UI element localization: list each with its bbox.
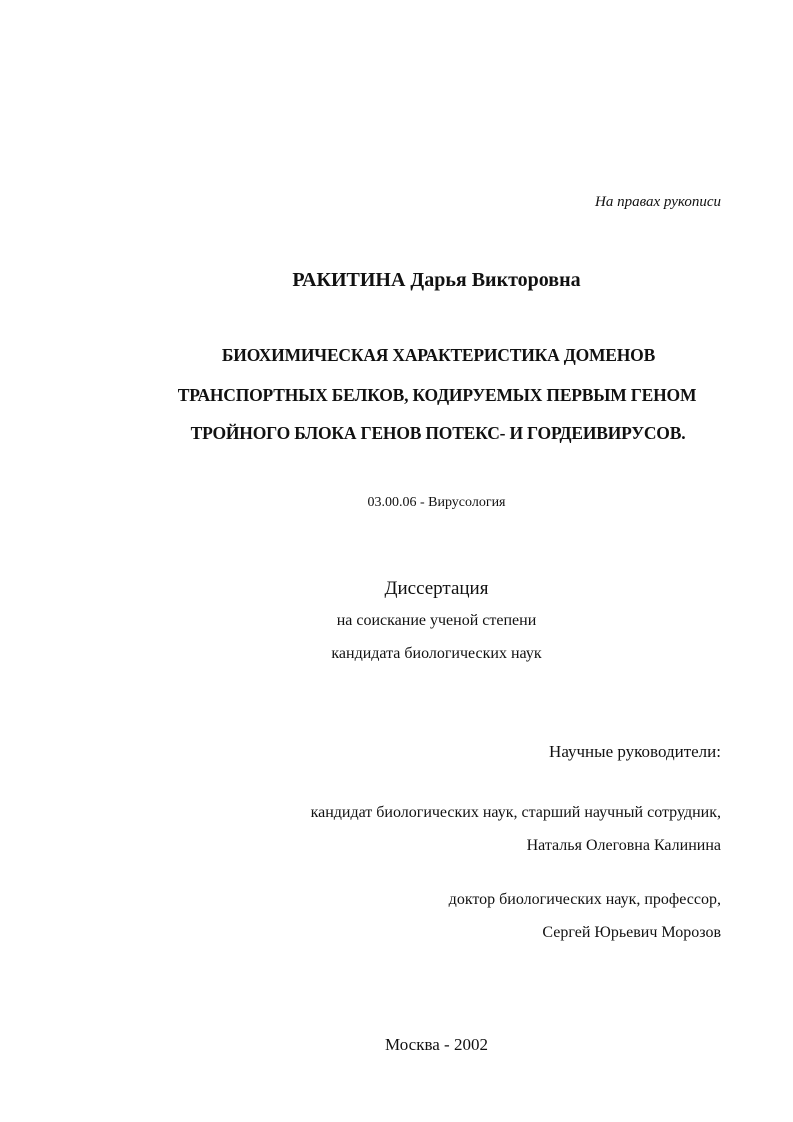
degree-purpose-line-2: кандидата биологических наук <box>331 645 542 662</box>
dissertation-title-line-1: БИОХИМИЧЕСКАЯ ХАРАКТЕРИСТИКА ДОМЕНОВ <box>221 345 656 365</box>
dissertation-title-line-2: ТРАНСПОРТНЫХ БЕЛКОВ, КОДИРУЕМЫХ ПЕРВЫМ ГЕНОМ <box>177 385 697 405</box>
specialty-code: 03.00.06 - Вирусология <box>367 495 506 510</box>
supervisor-1-role: кандидат биологических наук, старший научный сотрудник, <box>310 804 721 821</box>
supervisor-2-role: доктор биологических наук, профессор, <box>448 891 721 908</box>
document-type: Диссертация <box>384 578 489 599</box>
manuscript-note: На правах рукописи <box>595 194 721 210</box>
supervisor-1-name: Наталья Олеговна Калинина <box>526 837 721 854</box>
city-year: Москва - 2002 <box>385 1035 488 1054</box>
supervisor-2-name: Сергей Юрьевич Морозов <box>542 924 721 941</box>
degree-purpose-line-1: на соискание ученой степени <box>336 612 537 629</box>
supervisors-heading: Научные руководители: <box>549 742 721 761</box>
author-name: РАКИТИНА Дарья Викторовна <box>292 269 581 291</box>
dissertation-title-line-3: ТРОЙНОГО БЛОКА ГЕНОВ ПОТЕКС- И ГОРДЕИВИРУСОВ. <box>190 423 686 443</box>
